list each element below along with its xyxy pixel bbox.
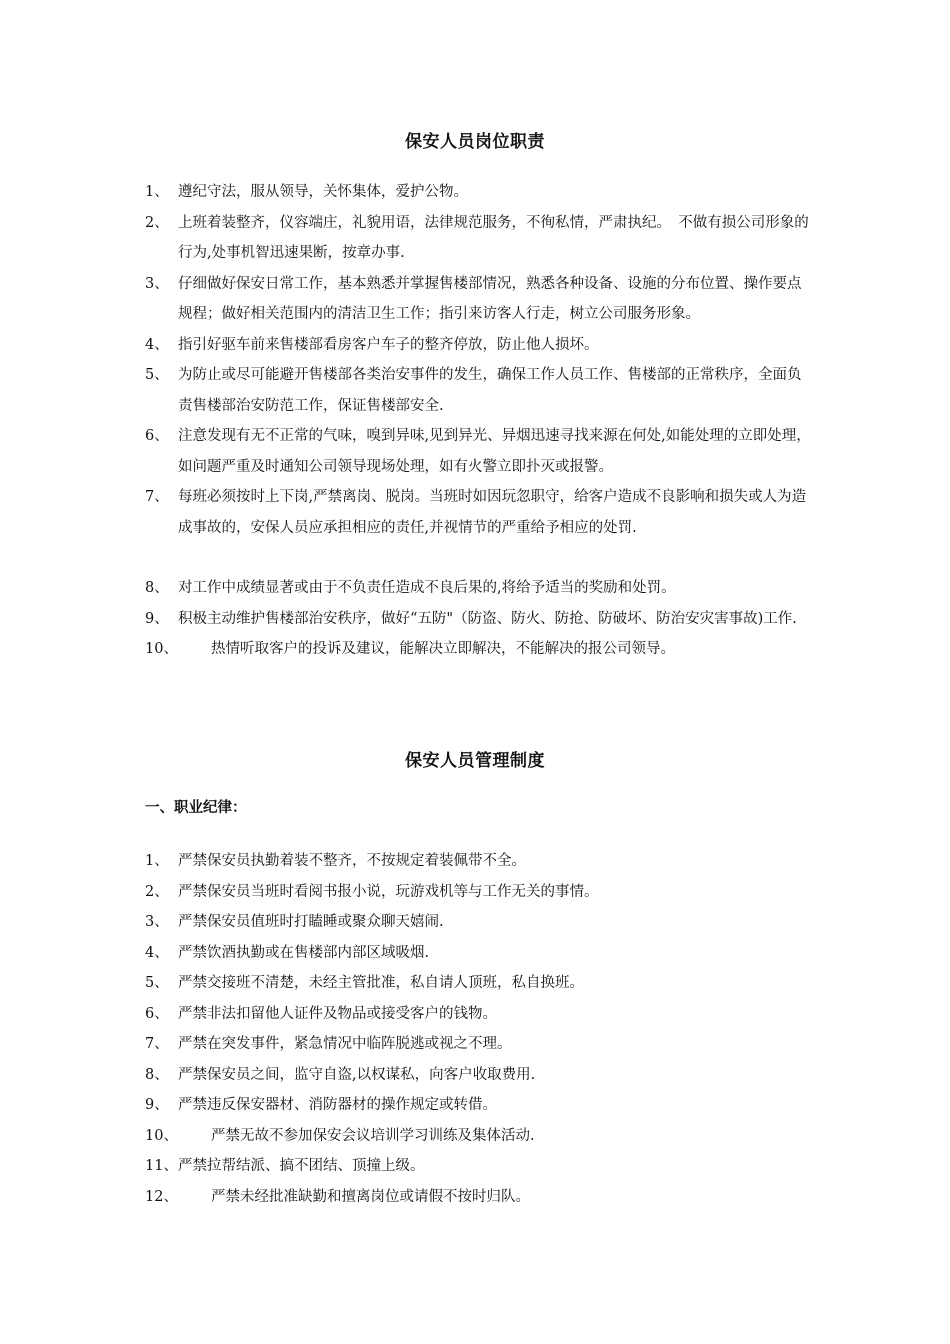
item-number: 2、: [145, 214, 169, 231]
list-item: [145, 938, 815, 969]
item-number: 12、: [145, 1188, 178, 1205]
list-item: [145, 634, 815, 665]
list-item: [145, 999, 815, 1030]
list-item: [145, 846, 815, 877]
list-item: [145, 421, 815, 482]
duties-list: [145, 177, 815, 665]
item-text: 严禁保安员值班时打瞌睡或聚众聊天嬉闹.: [178, 914, 444, 930]
item-text: 严禁保安员之间，监守自盗,以权谋私，向客户收取费用.: [178, 1066, 536, 1083]
item-text: 严禁保安员执勤着装不整齐，不按规定着装佩带不全。: [178, 853, 526, 869]
item-number: 10、: [145, 1127, 178, 1144]
item-number: 10、: [145, 641, 178, 657]
item-text: 严禁拉帮结派、搞不团结、顶撞上级。: [178, 1158, 425, 1174]
item-text: 严禁在突发事件，紧急情况中临阵脱逃或视之不理。: [178, 1036, 512, 1052]
list-item: [145, 907, 815, 938]
item-number: 8、: [145, 1066, 169, 1083]
item-number: 1、: [145, 184, 169, 200]
item-text: 上班着装整齐，仪容端庄，礼貌用语，法律规范服务，不徇私情，严肃执纪。 不做有损公司形象的行为,处事机智迅速果断，按章办事.: [178, 214, 809, 261]
list-item: [145, 1060, 815, 1091]
list-item: [145, 1121, 815, 1152]
item-text: 严禁无故不参加保安会议培训学习训练及集体活动.: [211, 1127, 535, 1144]
list-item: [145, 208, 815, 269]
subheading-discipline: 一、职业纪律：: [145, 800, 247, 816]
list-item: [145, 482, 815, 543]
item-number: 6、: [145, 428, 169, 444]
item-number: 9、: [145, 1097, 169, 1113]
item-text: 严禁非法扣留他人证件及物品或接受客户的钱物。: [178, 1005, 497, 1022]
list-item: [145, 1090, 815, 1121]
item-number: 5、: [145, 975, 169, 991]
item-number: 4、: [145, 336, 169, 353]
item-text: 积极主动维护售楼部治安秩序，做好“五防"（防盗、防火、防抢、防破坏、防治安灾害事故)工作.: [178, 610, 797, 627]
section-title-rules: 保安人员管理制度: [405, 751, 545, 771]
item-text: 严禁违反保安器材、消防器材的操作规定或转借。: [178, 1097, 497, 1113]
item-text: 严禁交接班不清楚，未经主管批准，私自请人顶班，私自换班。: [178, 975, 584, 991]
item-number: 5、: [145, 367, 169, 383]
item-number: 2、: [145, 883, 169, 900]
item-number: 7、: [145, 1036, 169, 1052]
list-item: [145, 604, 815, 635]
item-number: 3、: [145, 275, 169, 292]
list-item: [145, 269, 815, 330]
list-item: [145, 877, 815, 908]
list-item: [145, 177, 815, 208]
list-item: [145, 330, 815, 361]
item-number: 7、: [145, 489, 169, 505]
item-text: 遵纪守法，服从领导，关怀集体，爱护公物。: [178, 184, 468, 200]
item-text: 仔细做好保安日常工作，基本熟悉并掌握售楼部情况，熟悉各种设备、设施的分布位置、操作要点规程；做好相关范围内的清洁卫生工作；指引来访客人行走，树立公司服务形象。: [178, 275, 802, 322]
item-text: 严禁未经批准缺勤和擅离岗位或请假不按时归队。: [211, 1188, 530, 1205]
item-text: 指引好驱车前来售楼部看房客户车子的整齐停放，防止他人损坏。: [178, 336, 599, 353]
item-text: 注意发现有无不正常的气味，嗅到异味,见到异光、异烟迅速寻找来源在何处,如能处理的立即处理，如问题严重及时通知公司领导现场处理，如有火警立即扑灭或报警。: [178, 428, 811, 475]
item-number: 6、: [145, 1005, 169, 1022]
list-item: [145, 1029, 815, 1060]
item-number: 1、: [145, 853, 169, 869]
list-item: [145, 1182, 815, 1213]
item-text: 每班必须按时上下岗,严禁离岗、脱岗。当班时如因玩忽职守，给客户造成不良影响和损失或人为造成事故的，安保人员应承担相应的责任,并视情节的严重给予相应的处罚.: [178, 489, 807, 536]
list-item: [145, 360, 815, 421]
section-title-duties: 保安人员岗位职责: [405, 132, 545, 152]
item-number: 9、: [145, 610, 169, 627]
list-item: [145, 573, 815, 604]
item-number: 11、: [145, 1158, 178, 1174]
item-text: 为防止或尽可能避开售楼部各类治安事件的发生，确保工作人员工作、售楼部的正常秩序，全面负责售楼部治安防范工作，保证售楼部安全.: [178, 367, 802, 414]
item-text: 严禁饮酒执勤或在售楼部内部区域吸烟.: [178, 944, 430, 961]
item-number: 4、: [145, 944, 169, 961]
item-text: 严禁保安员当班时看阅书报小说，玩游戏机等与工作无关的事情。: [178, 883, 599, 900]
item-number: 8、: [145, 580, 169, 596]
item-number: 3、: [145, 914, 169, 930]
item-text: 热情听取客户的投诉及建议，能解决立即解决，不能解决的报公司领导。: [211, 641, 675, 657]
list-item: [145, 1151, 815, 1182]
rules-list: [145, 846, 815, 1212]
item-text: 对工作中成绩显著或由于不负责任造成不良后果的,将给予适当的奖励和处罚。: [178, 580, 676, 596]
list-item: [145, 968, 815, 999]
